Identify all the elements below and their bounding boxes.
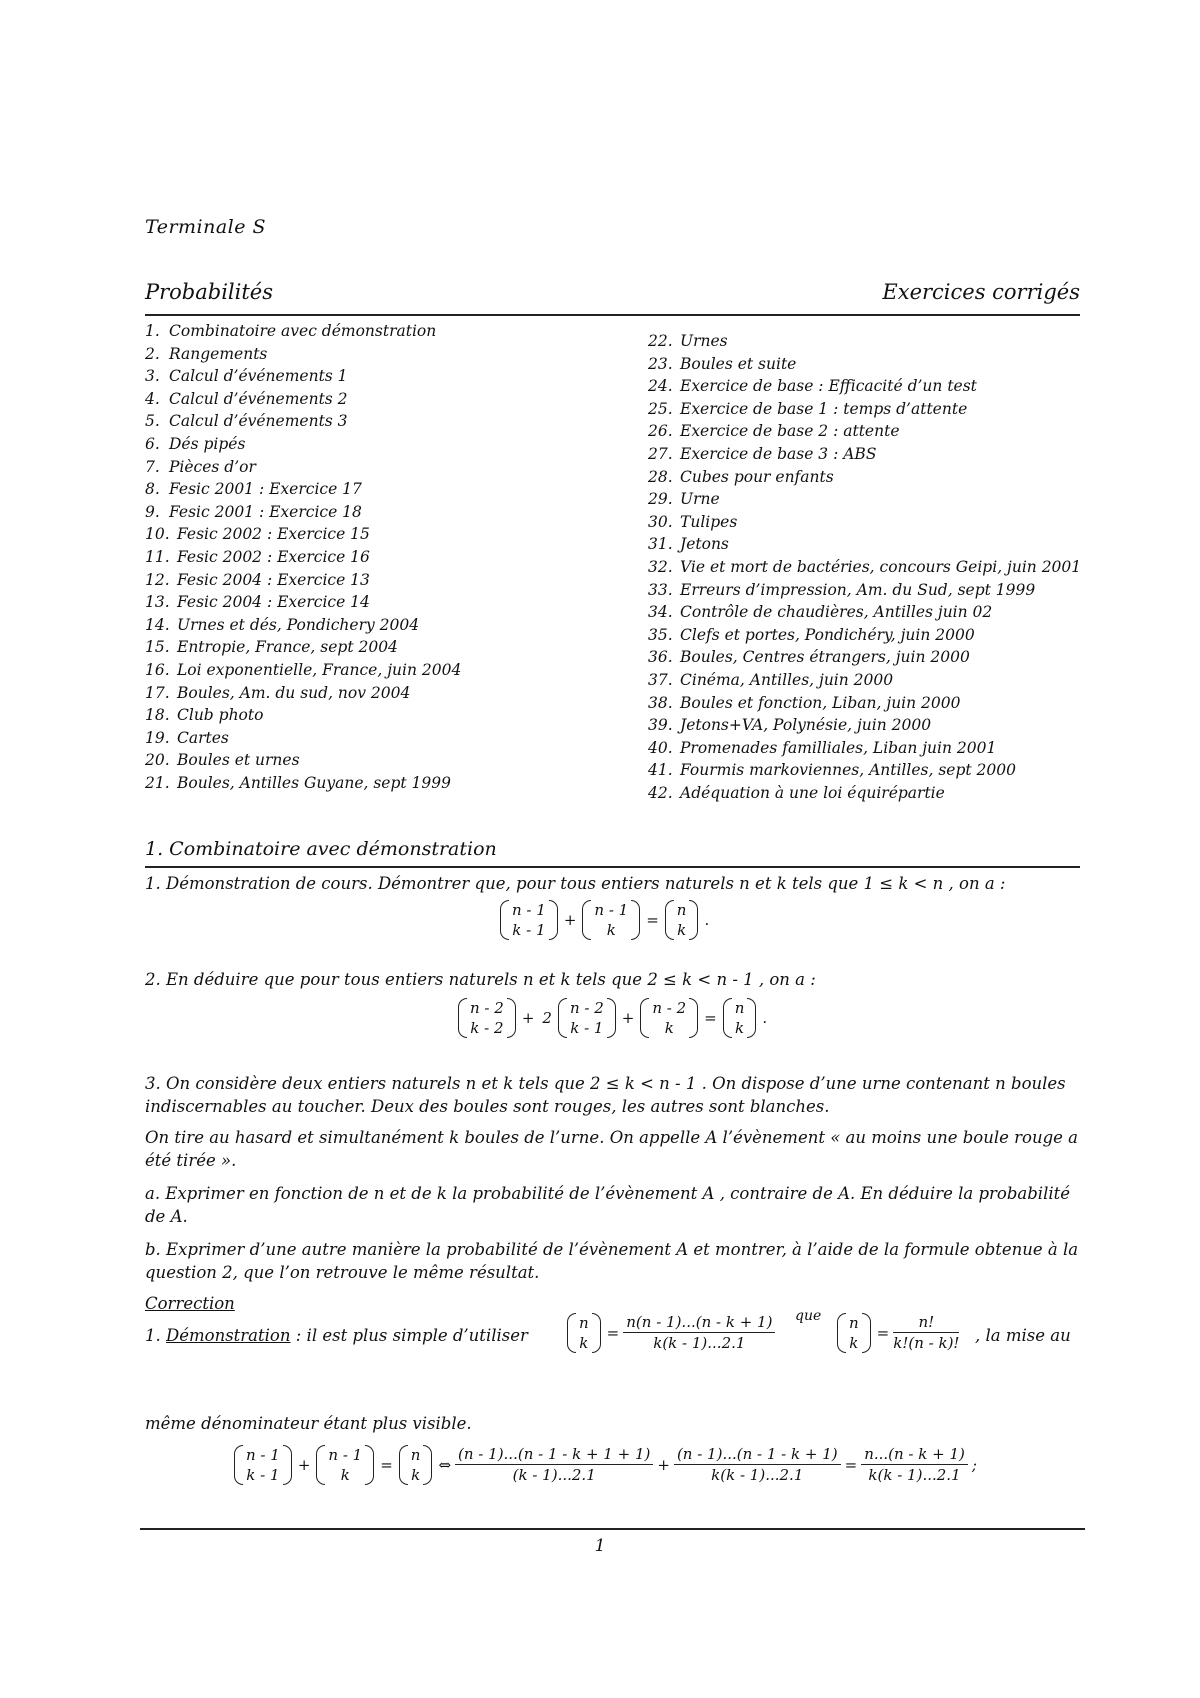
toc-item[interactable] [648,579,1098,602]
toc-item-number: 1. [145,322,160,340]
toc-item[interactable] [648,420,1098,443]
toc-item-label: Fesic 2001 : Exercice 18 [169,502,362,521]
toc-item-label: Rangements [169,344,268,363]
toc-item-number: 3. [145,367,160,386]
question-1: 1. Démonstration de cours. Démontrer que, pour tous entiers naturels n et k tels que 1 ≤ k < n , on a : [145,874,1006,893]
formula-factorial: n k = $\frac{n!}{k!(n - k)!}$ [835,1312,959,1353]
toc-item-label: Contrôle de chaudières, Antilles juin 02 [680,603,993,622]
fraction: $\frac{n(n - 1)...(n - k + 1)}{k(k - 1)...2.1}$ [623,1312,775,1353]
toc-item[interactable] [648,330,1098,353]
toc-item-number: 41. [648,761,673,780]
toc-item-label: Exercice de base 2 : attente [680,422,900,441]
binomial: n k [663,900,701,940]
toc-item-number: 40. [648,738,673,757]
toc-item-label: Fesic 2002 : Exercice 15 [177,525,370,544]
binomial: n k [565,1313,603,1353]
section-heading: 1. Combinatoire avec démonstration [145,838,1080,868]
toc-item-number: 35. [648,625,673,644]
toc-item-label: Jetons+VA, Polynésie, juin 2000 [680,716,932,735]
toc-item-label: Cinéma, Antilles, juin 2000 [680,670,894,689]
toc-item-label: Jetons [680,535,729,554]
toc-item-label: Club photo [177,706,264,725]
toc-item[interactable] [648,601,1098,624]
toc-item-number: 24. [648,377,673,396]
toc-item-number: 36. [648,648,673,667]
toc-item-number: 7. [145,457,160,476]
toc-item[interactable] [145,772,615,795]
toc-item-label: Fesic 2004 : Exercice 14 [177,593,370,612]
toc-item-number: 12. [145,570,170,589]
toc-item-label: Erreurs d’impression, Am. du Sud, sept 1999 [680,580,1036,599]
toc-item-number: 25. [648,399,673,418]
toc-item-number: 18. [145,706,170,725]
toc-item-number: 28. [648,467,673,486]
toc-item[interactable] [145,727,615,750]
toc-item-number: 39. [648,716,673,735]
toc-item[interactable] [145,569,615,592]
toc-item[interactable] [648,624,1098,647]
binomial: n k [721,998,759,1038]
toc-item[interactable] [648,443,1098,466]
toc-item-number: 23. [648,354,673,373]
toc-item[interactable] [145,546,615,569]
formula-correction: n - 1 k - 1 + n - 1 k = n k ⇔ $\frac{(n - 1)...(n - 1 - k + 1 + 1)}{(k - 1)...2.1}$ + $\frac{(n - 1)...(n - 1 - k + 1)}{k(k - 1)...2.1}$ = $\frac{n...(n - k + 1)}{k(k - 1)...2.1}$ ; [232,1444,981,1485]
toc-item[interactable] [648,511,1098,534]
toc-item-number: 38. [648,693,673,712]
toc-item[interactable] [145,591,615,614]
toc-item-label: Urne [680,490,720,509]
binomial: n - 1 k [314,1445,376,1485]
toc-item[interactable] [648,759,1098,782]
formula-pascal: n - 1 k - 1 + n - 1 k = n k . [498,900,713,940]
question-3-intro: 3. On considère deux entiers naturels n et k tels que 2 ≤ k < n - 1 . On dispose d’une urne contenant n boules indiscernables au toucher. Deux des boules sont rouges, les autres sont blanches. [145,1074,1066,1116]
formula-derived: n - 2 k - 2 + 2 n - 2 k - 1 + n - 2 k = n k . [456,998,771,1038]
binomial: n - 2 k - 2 [456,998,518,1038]
toc-item-label: Fesic 2001 : Exercice 17 [169,480,362,499]
toc-item[interactable] [145,523,615,546]
question-2: 2. En déduire que pour tous entiers naturels n et k tels que 2 ≤ k < n - 1 , on a : [145,970,816,989]
formula-arrangement: n k = $\frac{n(n - 1)...(n - k + 1)}{k(k - 1)...2.1}$ [565,1312,775,1353]
toc-item-number: 2. [145,344,160,363]
word-que: que [795,1308,822,1324]
toc-item-number: 19. [145,728,170,747]
toc-item[interactable] [648,646,1098,669]
toc-item-number: 10. [145,525,170,544]
toc-item-label: Exercice de base : Efficacité d’un test [680,377,977,396]
toc-item-number: 13. [145,593,170,612]
footer-rule [140,1528,1085,1530]
fraction: $\frac{n!}{k!(n - k)!}$ [893,1313,960,1352]
toc-item[interactable] [145,636,615,659]
toc-item-number: 4. [145,389,160,408]
toc-item-number: 6. [145,434,160,453]
toc-item-label: Entropie, France, sept 2004 [177,638,398,657]
toc-item[interactable] [145,749,615,772]
toc-item-label: Exercice de base 3 : ABS [680,444,877,463]
toc-item-label: Boules et suite [680,354,797,373]
binomial: n - 1 k [580,900,642,940]
toc-item[interactable] [145,501,615,524]
toc-item-label: Fourmis markoviennes, Antilles, sept 2000 [680,761,1016,780]
toc-item-label: Cartes [177,728,229,747]
toc-item-number: 21. [145,773,170,792]
toc-item-label: Pièces d’or [169,457,256,476]
document-title: Probabilités [145,280,274,304]
toc-item-number: 32. [648,557,673,576]
document-subtitle: Exercices corrigés [882,280,1080,304]
toc-item-number: 26. [648,422,673,441]
toc-item[interactable] [145,614,615,637]
toc-item-label: Clefs et portes, Pondichéry, juin 2000 [680,625,975,644]
toc-right-column [648,330,1098,804]
toc-item[interactable] [145,659,615,682]
toc-item[interactable] [648,714,1098,737]
binomial: n - 2 k [638,998,700,1038]
correction-1-text: 1. Démonstration : il est plus simple d’utiliser [145,1326,528,1345]
binomial: n k [397,1445,435,1485]
toc-item-label: Boules et fonction, Liban, juin 2000 [680,693,961,712]
toc-item[interactable] [145,682,615,705]
toc-item-label: Exercice de base 1 : temps d’attente [680,399,968,418]
binomial: n - 1 k - 1 [498,900,560,940]
toc-item-number: 34. [648,603,673,622]
correction-1-end: , la mise au [975,1326,1071,1345]
toc-item-label: Boules, Am. du sud, nov 2004 [177,683,411,702]
toc-item-label: Fesic 2004 : Exercice 13 [177,570,370,589]
toc-item-label: Dés pipés [169,434,246,453]
toc-item-label: Urnes et dés, Pondichery 2004 [177,615,420,634]
binomial: n - 2 k - 1 [556,998,618,1038]
toc-item-label: Boules et urnes [177,751,300,770]
toc-item-label: Vie et mort de bactéries, concours Geipi, juin 2001 [680,557,1082,576]
title-row [145,280,1080,316]
fraction: $\frac{n...(n - k + 1)}{k(k - 1)...2.1}$ [861,1444,968,1485]
toc-item[interactable] [145,388,615,411]
question-3b: b. Exprimer d’une autre manière la probabilité de l’évènement A et montrer, à l’aide de la formule obtenue à la question 2, que l’on retrouve le même résultat. [145,1240,1079,1282]
toc-item-number: 8. [145,480,160,499]
toc-item-number: 20. [145,751,170,770]
toc-item[interactable] [648,466,1098,489]
fraction: $\frac{(n - 1)...(n - 1 - k + 1)}{k(k - 1)...2.1}$ [674,1444,841,1485]
toc-item-number: 30. [648,512,673,531]
toc-item-number: 16. [145,660,170,679]
toc-item-label: Boules, Centres étrangers, juin 2000 [680,648,970,667]
toc-item[interactable] [648,669,1098,692]
toc-item-label: Urnes [680,332,728,350]
toc-item[interactable] [145,704,615,727]
binomial: n - 1 k - 1 [232,1445,294,1485]
toc-item[interactable] [648,398,1098,421]
toc-item[interactable] [648,353,1098,376]
toc-item-number: 5. [145,412,160,431]
toc-item[interactable] [648,737,1098,760]
toc-item-label: Calcul d’événements 2 [169,389,348,408]
toc-item[interactable] [648,533,1098,556]
toc-item-number: 37. [648,670,673,689]
toc-item-label: Combinatoire avec démonstration [169,322,437,340]
toc-item[interactable] [648,375,1098,398]
toc-item-label: Cubes pour enfants [680,467,834,486]
toc-item-number: 14. [145,615,170,634]
toc-item[interactable] [145,456,615,479]
toc-item-label: Calcul d’événements 1 [169,367,348,386]
toc-item-label: Promenades familliales, Liban juin 2001 [680,738,997,757]
toc-item-label: Boules, Antilles Guyane, sept 1999 [177,773,451,792]
toc-item-label: Tulipes [680,512,738,531]
toc-item[interactable] [145,478,615,501]
toc-item-number: 42. [648,783,673,802]
toc-item-label: Calcul d’événements 3 [169,412,348,431]
toc-item-number: 22. [648,332,673,350]
toc-item-number: 33. [648,580,673,599]
toc-item-number: 9. [145,502,160,521]
correction-heading: Correction [145,1294,235,1313]
toc-item[interactable] [648,782,1098,805]
toc-item[interactable] [648,556,1098,579]
toc-left-column [145,320,615,794]
toc-item-number: 15. [145,638,170,657]
course-level: Terminale S [145,216,267,238]
toc-item[interactable] [145,320,615,343]
toc-item[interactable] [145,410,615,433]
toc-item[interactable] [145,365,615,388]
toc-item[interactable] [145,433,615,456]
toc-item[interactable] [145,343,615,366]
toc-item-number: 11. [145,547,170,566]
toc-item[interactable] [648,488,1098,511]
toc-item-label: Fesic 2002 : Exercice 16 [177,547,370,566]
correction-1-cont: même dénominateur étant plus visible. [145,1414,472,1433]
fraction: $\frac{(n - 1)...(n - 1 - k + 1 + 1)}{(k - 1)...2.1}$ [455,1444,653,1485]
toc-item[interactable] [648,692,1098,715]
page-number: 1 [594,1536,606,1556]
question-3-draw: On tire au hasard et simultanément k boules de l’urne. On appelle A l’évènement « au moins une boule rouge a été tirée ». [145,1128,1078,1170]
toc-item-label: Adéquation à une loi équirépartie [680,783,945,802]
toc-item-number: 27. [648,444,673,463]
toc-item-label: Loi exponentielle, France, juin 2004 [177,660,462,679]
toc-item-number: 17. [145,683,170,702]
binomial: n k [835,1313,873,1353]
toc-item-number: 31. [648,535,673,554]
toc-item-number: 29. [648,490,673,509]
question-3a: a. Exprimer en fonction de n et de k la probabilité de l’évènement A , contraire de A. En déduire la probabilité de A. [145,1184,1071,1226]
